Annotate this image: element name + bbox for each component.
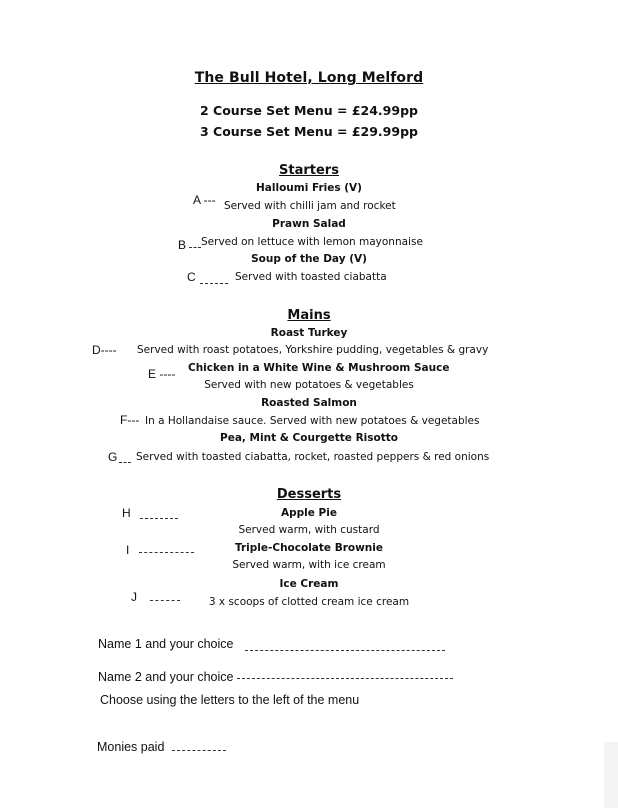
monies-label: Monies paid — [97, 740, 165, 754]
starter-c-dash — [200, 283, 228, 284]
main-g-letter: G — [108, 450, 118, 464]
dessert-j-letter: J — [131, 590, 137, 604]
page-title: The Bull Hotel, Long Melford — [194, 70, 424, 86]
starter-b-letter: B — [178, 238, 187, 252]
starter-c-letter: C — [187, 270, 196, 284]
starter-a-letter: A --- — [193, 193, 216, 207]
name2-label: Name 2 and your choice — [98, 670, 234, 684]
main-e-name: Chicken in a White Wine & Mushroom Sauce — [188, 362, 450, 374]
desserts-heading: Desserts — [276, 487, 342, 502]
starter-c-name: Soup of the Day (V) — [251, 253, 367, 265]
starter-b-name: Prawn Salad — [272, 218, 346, 230]
dessert-i-letter: I — [126, 543, 130, 557]
main-f-description: In a Hollandaise sauce. Served with new potatoes & vegetables — [145, 415, 480, 427]
dessert-h-description: Served warm, with custard — [238, 524, 380, 536]
choice-instruction: Choose using the letters to the left of the menu — [100, 693, 360, 707]
main-g-name: Pea, Mint & Courgette Risotto — [220, 432, 398, 444]
main-d-name: Roast Turkey — [270, 327, 348, 339]
monies-field[interactable] — [172, 750, 226, 751]
dessert-i-name: Triple-Chocolate Brownie — [235, 542, 383, 554]
starter-c-description: Served with toasted ciabatta — [235, 271, 387, 283]
starters-heading: Starters — [279, 163, 339, 178]
starter-a-name: Halloumi Fries (V) — [256, 182, 362, 194]
starter-b-description: Served on lettuce with lemon mayonnaise — [201, 236, 423, 248]
name1-field[interactable] — [245, 650, 445, 651]
price-2-course: 2 Course Set Menu = £24.99pp — [200, 103, 418, 118]
name2-field[interactable] — [237, 678, 453, 679]
starter-b-dash — [189, 247, 201, 248]
dessert-j-name: Ice Cream — [279, 578, 339, 590]
name1-label: Name 1 and your choice — [98, 637, 234, 651]
dessert-h-letter: H — [122, 506, 131, 520]
starter-a-description: Served with chilli jam and rocket — [224, 200, 396, 212]
main-e-letter: E ---- — [148, 367, 176, 381]
main-f-name: Roasted Salmon — [261, 397, 357, 409]
main-e-description: Served with new potatoes & vegetables — [204, 379, 414, 391]
scan-edge-shadow — [604, 742, 618, 808]
dessert-j-description: 3 x scoops of clotted cream ice cream — [208, 596, 410, 608]
main-g-dash — [119, 462, 131, 463]
main-d-letter: D---- — [92, 343, 117, 357]
dessert-h-name: Apple Pie — [281, 507, 337, 519]
main-d-description: Served with roast potatoes, Yorkshire pudding, vegetables & gravy — [137, 344, 489, 356]
main-g-description: Served with toasted ciabatta, rocket, roasted peppers & red onions — [136, 451, 490, 463]
main-f-letter: F--- — [120, 413, 140, 427]
dessert-i-description: Served warm, with ice cream — [232, 559, 386, 571]
mains-heading: Mains — [287, 308, 331, 323]
price-3-course: 3 Course Set Menu = £29.99pp — [200, 124, 418, 139]
